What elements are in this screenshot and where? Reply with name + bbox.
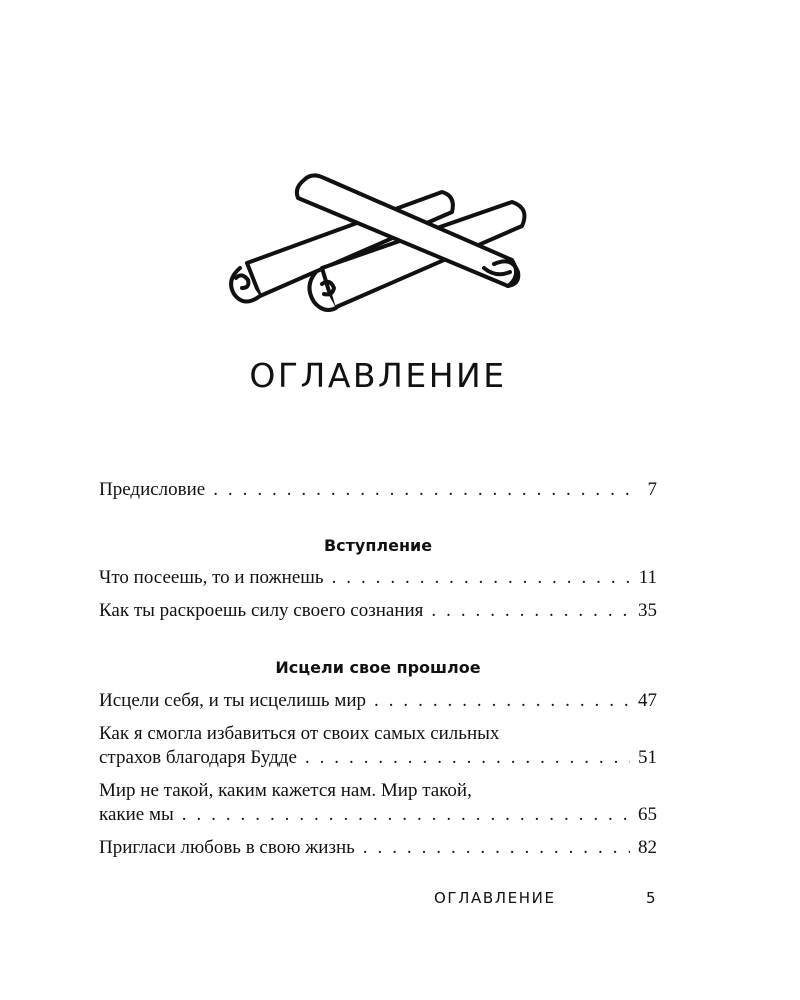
toc-entry-label-line2: страхов благодаря Будде <box>99 747 297 768</box>
dot-leaders <box>182 803 630 827</box>
page-number: 5 <box>646 889 656 907</box>
section-heading: Исцели свое прошлое <box>275 658 481 677</box>
dot-leaders <box>374 689 630 713</box>
running-title: ОГЛАВЛЕНИЕ <box>434 889 556 907</box>
toc-entry <box>99 779 657 827</box>
toc-entry <box>99 722 657 770</box>
toc-entry-label-line1: Как я смогла избавиться от своих самых сильных <box>99 723 500 744</box>
page-title: ОГЛАВЛЕНИЕ <box>249 356 507 395</box>
toc-entry-label: Что посеешь, то и пожнешь <box>99 567 324 588</box>
dot-leaders <box>363 836 630 860</box>
toc-entry-label: Предисловие <box>99 479 206 500</box>
toc-entry-label: Как ты раскроешь силу своего сознания <box>99 600 424 621</box>
toc-entry-preface <box>99 478 657 502</box>
toc-entry-label-line1: Мир не такой, каким кажется нам. Мир такой, <box>99 780 472 801</box>
toc-entry-page: 35 <box>638 600 657 621</box>
toc-entry-page: 51 <box>638 747 657 768</box>
cinnamon-sticks-icon <box>212 168 542 328</box>
toc-entry-page: 7 <box>647 479 657 500</box>
toc-entry-page: 82 <box>638 837 657 858</box>
toc-entry-page: 47 <box>638 690 657 711</box>
dot-leaders <box>332 566 631 590</box>
toc-entry <box>99 599 657 623</box>
toc-entry <box>99 689 657 713</box>
section-heading: Вступление <box>323 536 433 555</box>
toc-entry-label: Пригласи любовь в свою жизнь <box>99 837 355 858</box>
toc-entry-label-line2: какие мы <box>99 804 174 825</box>
dot-leaders <box>305 746 630 770</box>
toc-entry-page: 65 <box>638 804 657 825</box>
toc-entry <box>99 836 657 860</box>
dot-leaders <box>431 599 630 623</box>
toc-entry-label: Исцели себя, и ты исцелишь мир <box>99 690 367 711</box>
toc-entry <box>99 566 657 590</box>
dot-leaders <box>213 478 631 502</box>
toc-entry-page: 11 <box>638 567 657 588</box>
